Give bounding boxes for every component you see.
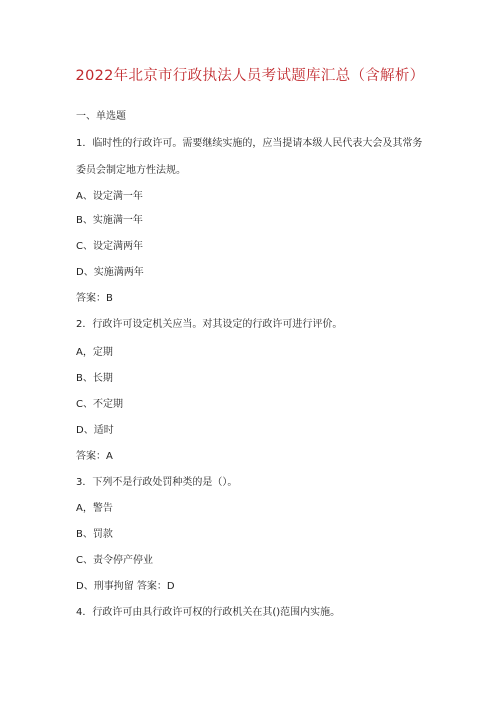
question-3-option-b: B、罚款 bbox=[76, 529, 113, 540]
question-2-option-b: B、长期 bbox=[76, 373, 113, 384]
question-2-option-d: D、适时 bbox=[76, 425, 114, 436]
question-4-stem: 4．行政许可由具行政许可权的行政机关在其()范围内实施。 bbox=[76, 607, 341, 618]
question-2-option-c: C、不定期 bbox=[76, 399, 123, 410]
question-1-option-d: D、实施满两年 bbox=[76, 267, 144, 278]
question-1-option-a: A、设定满一年 bbox=[76, 191, 143, 202]
question-1-stem-line-1: 1．临时性的行政许可。需要继续实施的，应当提请本级人民代表大会及其常务 bbox=[76, 138, 423, 149]
question-1-option-b: B、实施满一年 bbox=[76, 215, 143, 226]
question-2-answer: 答案：A bbox=[76, 451, 113, 462]
question-3-option-d-with-answer: D、刑事拘留 答案：D bbox=[76, 581, 175, 592]
question-3-option-c: C、责令停产停业 bbox=[76, 555, 153, 566]
question-1-answer: 答案：B bbox=[76, 293, 113, 304]
question-3-stem: 3．下列不是行政处罚种类的是（）。 bbox=[76, 477, 238, 488]
question-2-stem: 2．行政许可设定机关应当。对其设定的行政许可进行评价。 bbox=[76, 319, 343, 330]
document-title: 2022年北京市行政执法人员考试题库汇总（含解析） bbox=[75, 68, 425, 84]
question-1-stem-line-2: 委员会制定地方性法规。 bbox=[76, 165, 186, 176]
question-2-option-a: A，定期 bbox=[76, 347, 113, 358]
section-heading: 一、单选题 bbox=[76, 111, 126, 122]
question-1-option-c: C、设定满两年 bbox=[76, 241, 143, 252]
question-3-option-a: A，警告 bbox=[76, 503, 113, 514]
